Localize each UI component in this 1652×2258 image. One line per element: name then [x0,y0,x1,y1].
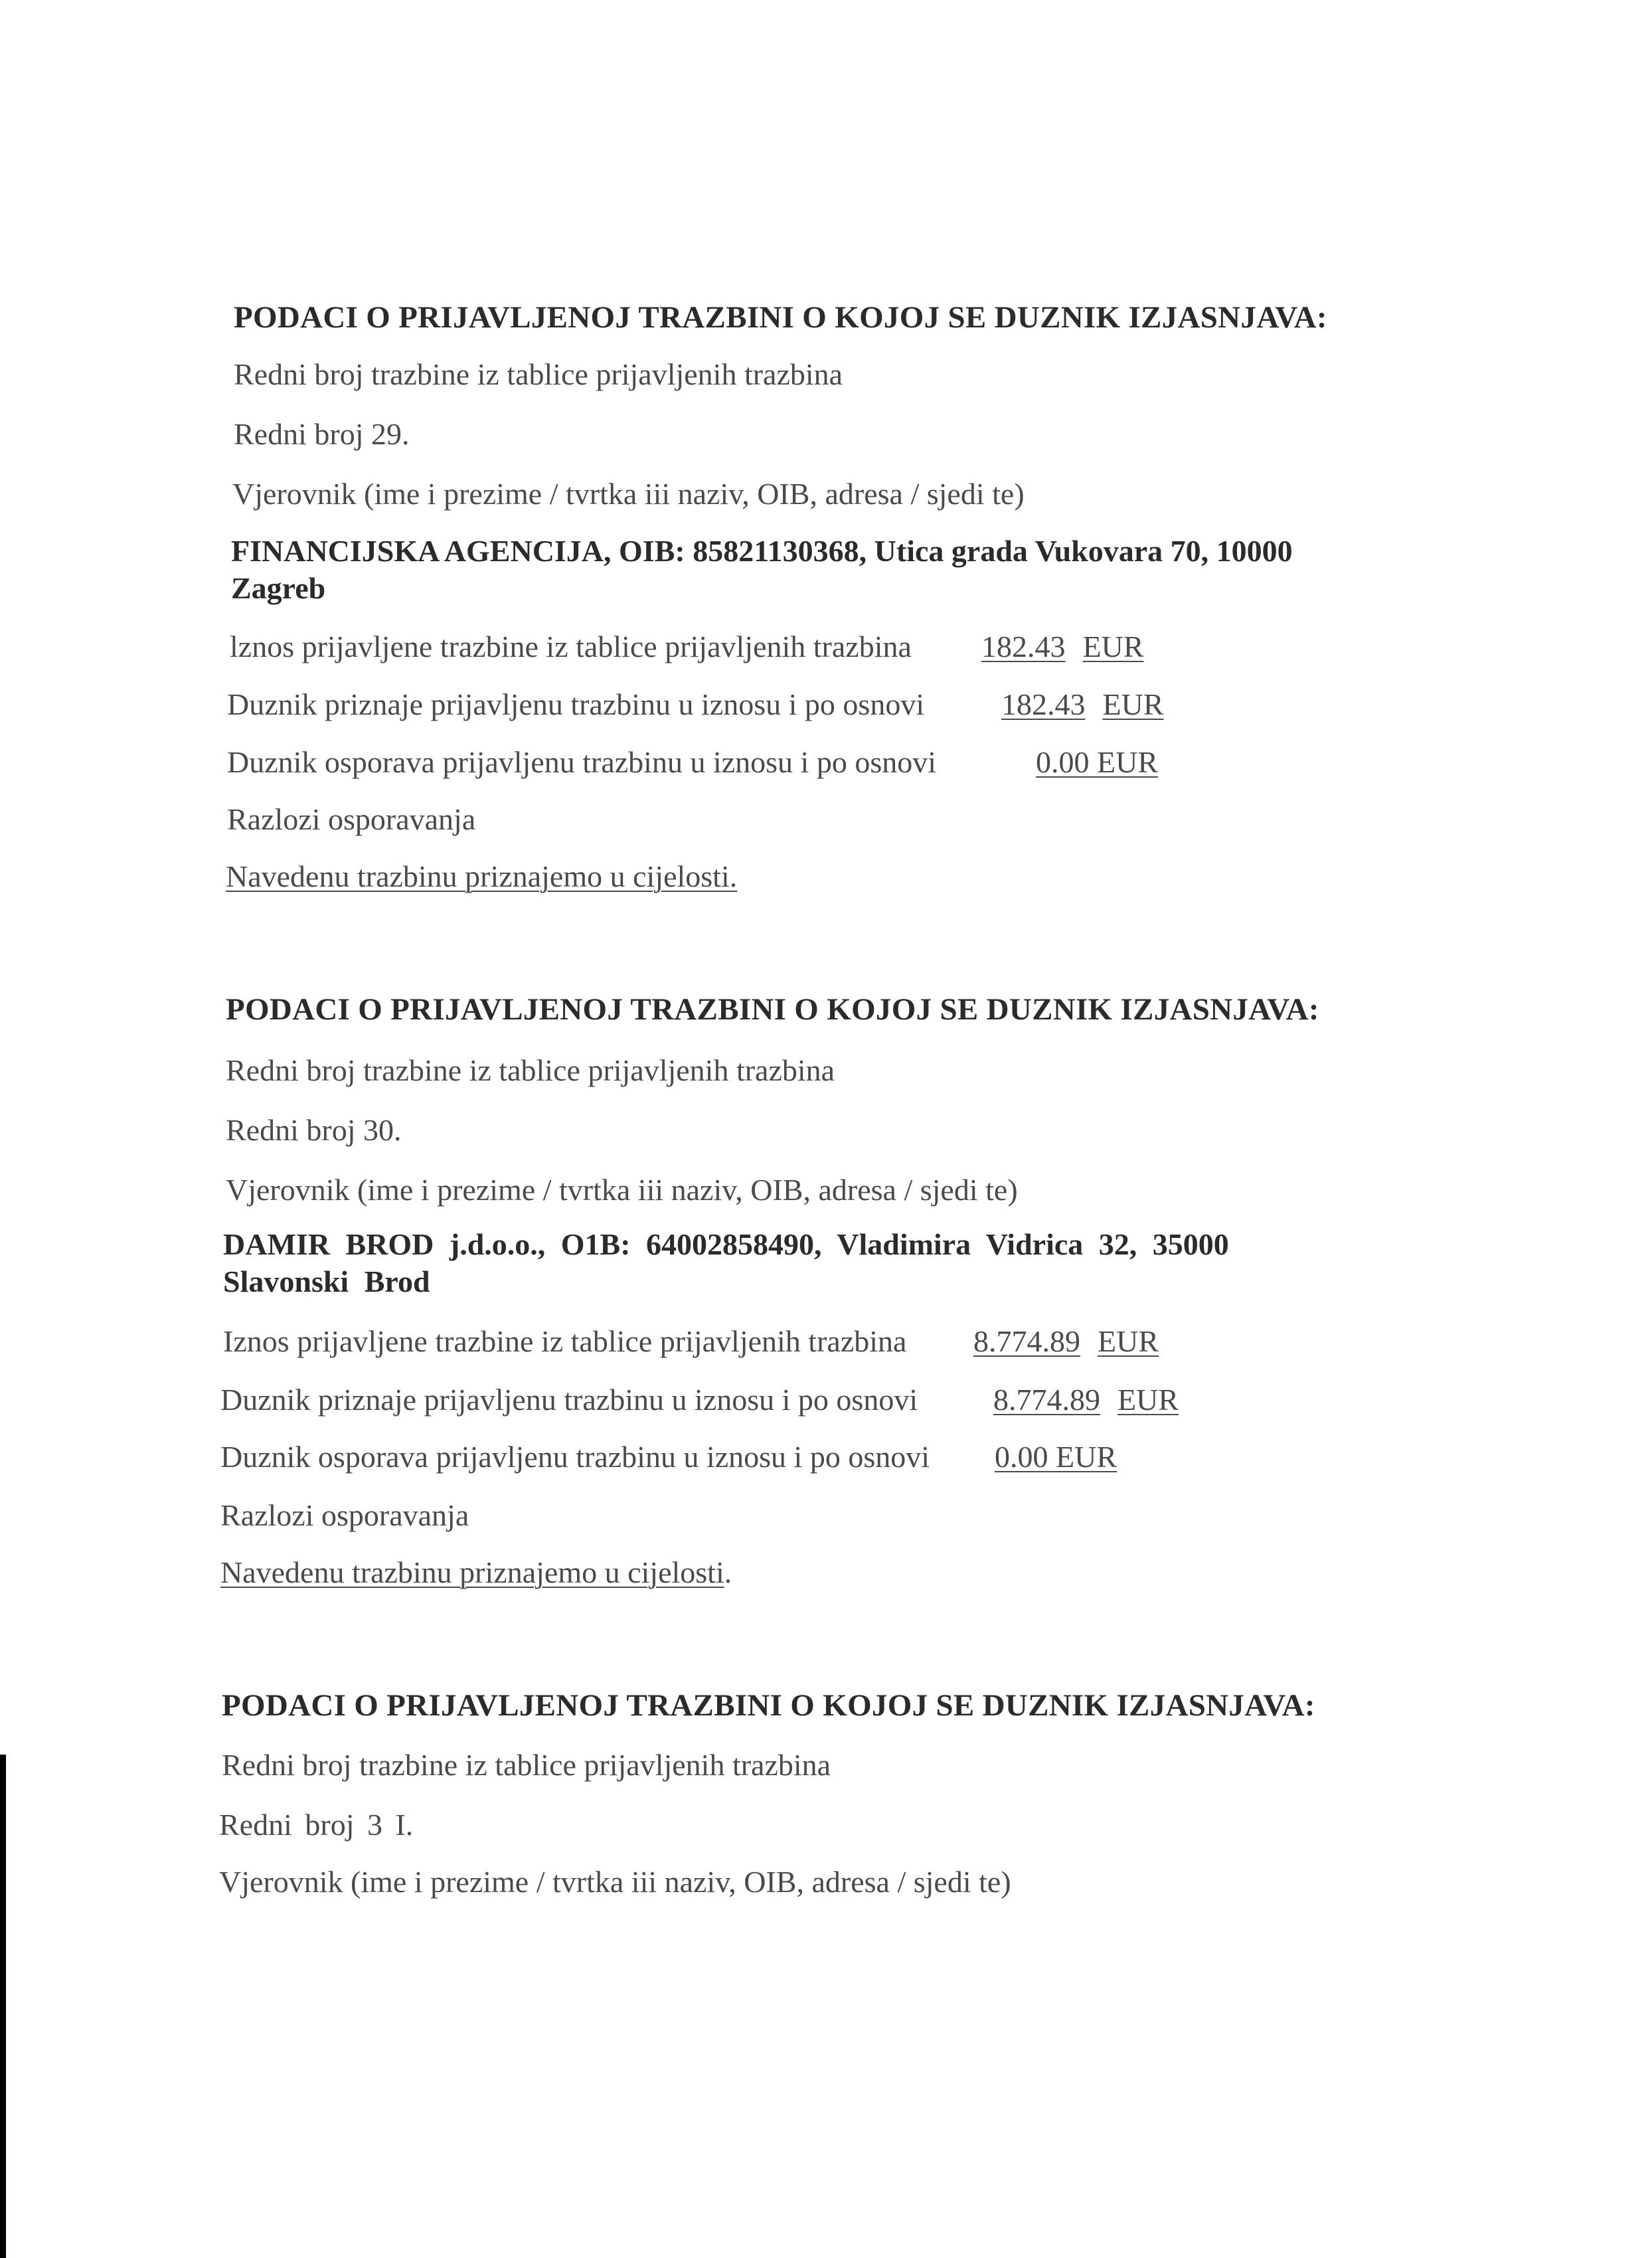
currency: EUR [1117,1383,1179,1417]
section-1-heading: PODACI O PRIJAVLJENOJ TRAZBINI O KOJOJ SE DUZNIK IZJASNJAVA: [234,300,1327,335]
section-2-claim-amount [973,1323,1159,1360]
scan-edge-bar [0,1755,6,2258]
section-2-recognized-label: Duznik priznaje prijavljenu trazbinu u iznosu i po osnovi [220,1383,918,1417]
section-2-disputed-label: Duznik osporava prijavljenu trazbinu u iznosu i po osnovi [220,1440,930,1474]
section-2-reasons-label: Razlozi osporavanja [220,1498,469,1532]
amount-value: 0.00 EUR [1036,745,1158,779]
section-1-creditor-value: FINANCIJSKA AGENCIJA, OIB: 85821130368, Utica grada Vukovara 70, 10000 Zagreb [231,534,1293,605]
section-3-heading: PODACI O PRIJAVLJENOJ TRAZBINI O KOJOJ SE DUZNIK IZJASNJAVA: [222,1688,1315,1723]
section-2-heading: PODACI O PRIJAVLJENOJ TRAZBINI O KOJOJ SE DUZNIK IZJASNJAVA: [226,992,1319,1027]
reasons-underlined: Navedenu trazbinu priznajemo u cijelosti. [226,859,738,893]
section-3-serial-value: Redni broj 3 I. [219,1808,414,1842]
section-2-disputed-amount [995,1438,1117,1476]
currency: EUR [1098,1324,1159,1358]
section-2-recognized-amount [993,1381,1179,1419]
section-1-reasons-label: Razlozi osporavanja [227,802,476,836]
section-1-recognized-label: Duznik priznaje prijavljenu trazbinu u iznosu i po osnovi [227,687,925,721]
amount-value: 0.00 EUR [995,1440,1117,1474]
section-2-serial-label: Redni broj trazbine iz tablice prijavljenih trazbina [226,1053,835,1087]
section-1-claim-amount [981,628,1144,665]
section-1-recognized-amount [1001,686,1164,723]
section-1-disputed-label: Duznik osporava prijavljenu trazbinu u iznosu i po osnovi [227,745,937,779]
section-2-serial-value: Redni broj 30. [226,1113,402,1147]
section-1-creditor-label: Vjerovnik (ime i prezime / tvrtka iii naziv, OIB, adresa / sjedi te) [232,477,1025,511]
reasons-suffix: . [724,1555,732,1589]
amount-value: 8.774.89 [993,1383,1100,1417]
section-1-disputed-amount [1036,744,1158,781]
amount-value: 182.43 [981,630,1066,663]
section-2-reasons-text [220,1554,732,1591]
section-3-serial-label: Redni broj trazbine iz tablice prijavljenih trazbina [222,1748,831,1782]
section-1-reasons-text [226,858,737,895]
currency: EUR [1102,687,1164,721]
section-2-creditor-value: DAMIR BROD j.d.o.o., O1B: 64002858490, Vladimira Vidrica 32, 35000 Slavonski Brod [223,1227,1229,1298]
reasons-underlined: Navedenu trazbinu priznajemo u cijelosti [220,1555,724,1589]
amount-value: 182.43 [1001,687,1086,721]
section-2-creditor-label: Vjerovnik (ime i prezime / tvrtka iii naziv, OIB, adresa / sjedi te) [226,1173,1018,1207]
section-1-serial-label: Redni broj trazbine iz tablice prijavljenih trazbina [234,357,843,391]
section-3-creditor-label: Vjerovnik (ime i prezime / tvrtka iii naziv, OIB, adresa / sjedi te) [219,1865,1011,1899]
section-1-claim-label: lznos prijavljene trazbine iz tablice prijavljenih trazbina [230,630,912,663]
currency: EUR [1082,630,1144,663]
section-2-claim-label: Iznos prijavljene trazbine iz tablice prijavljenih trazbina [223,1324,907,1358]
amount-value: 8.774.89 [973,1324,1080,1358]
section-1-serial-value: Redni broj 29. [234,417,410,451]
